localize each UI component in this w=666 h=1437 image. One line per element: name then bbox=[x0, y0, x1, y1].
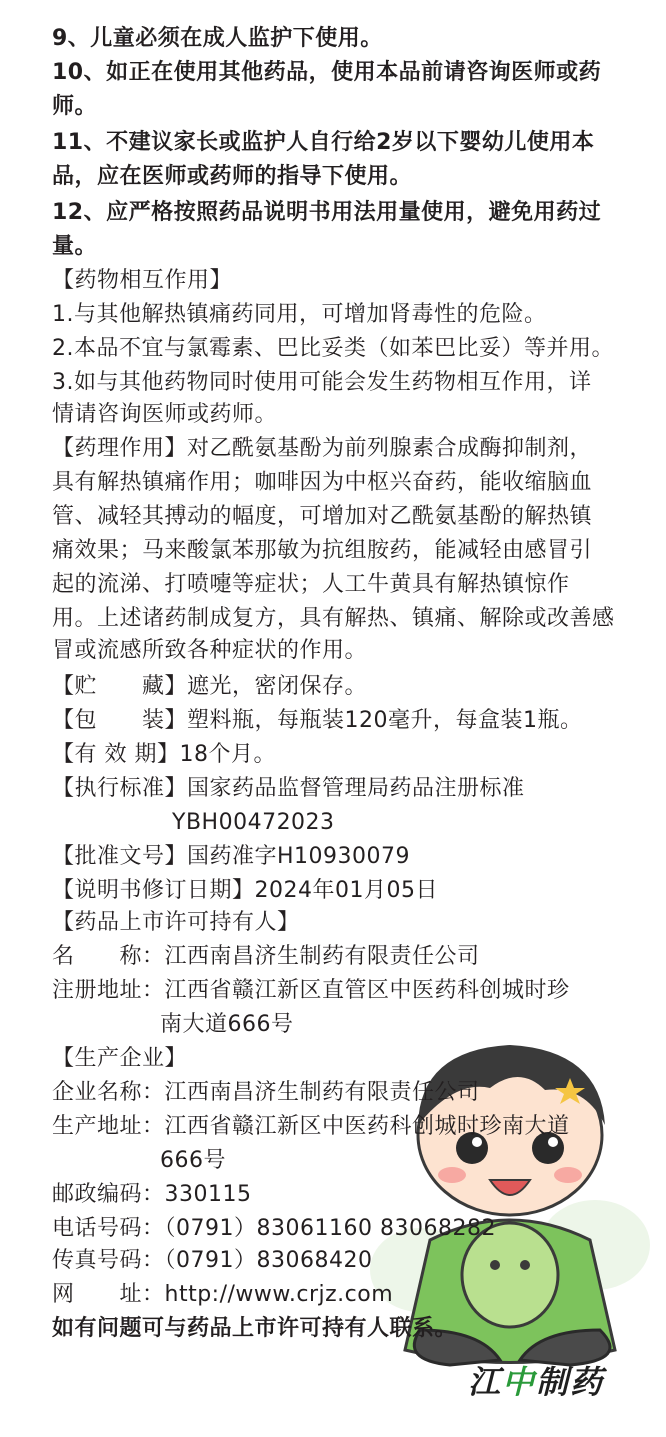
manufacturer-address-line: 生产地址：江西省赣江新区中医药科创城时珍南大道 bbox=[52, 1114, 570, 1139]
pharmacology-line-3: 管、减轻其搏动的幅度，可增加对乙酰氨基酚的解热镇 bbox=[52, 504, 593, 529]
storage-line: 【贮 藏】遮光，密闭保存。 bbox=[52, 674, 368, 699]
interaction-item-2: 2.本品不宜与氯霉素、巴比妥类（如苯巴比妥）等并用。 bbox=[52, 336, 614, 361]
brand-logo bbox=[468, 1362, 628, 1402]
revision-date-line: 【说明书修订日期】2024年01月05日 bbox=[52, 878, 438, 903]
logo-part-2: 中 bbox=[502, 1363, 537, 1401]
holder-name-line: 名 称：江西南昌济生制药有限责任公司 bbox=[52, 944, 480, 969]
postal-code-line: 邮政编码：330115 bbox=[52, 1182, 252, 1207]
holder-address-line: 注册地址：江西省赣江新区直管区中医药科创城时珍 bbox=[52, 978, 570, 1003]
phone-line: 电话号码：（0791）83061160 83068282 bbox=[52, 1216, 496, 1241]
section-heading-interactions: 【药物相互作用】 bbox=[52, 268, 233, 293]
interaction-item-3: 3.如与其他药物同时使用可能会发生药物相互作用，详 bbox=[52, 370, 592, 395]
pharmacology-line-6: 用。上述诸药制成复方，具有解热、镇痛、解除或改善感 bbox=[52, 606, 615, 631]
package-line: 【包 装】塑料瓶，每瓶装120毫升，每盒装1瓶。 bbox=[52, 708, 583, 733]
interaction-item-3-cont: 情请咨询医师或药师。 bbox=[52, 402, 278, 427]
pharmacology-line-2: 具有解热镇痛作用；咖啡因为中枢兴奋药，能收缩脑血 bbox=[52, 470, 593, 495]
warning-item-10-cont: 师。 bbox=[52, 94, 98, 119]
standard-code: YBH00472023 bbox=[172, 810, 335, 835]
fax-line: 传真号码：（0791）83068420 bbox=[52, 1248, 373, 1273]
website-line: 网 址：http://www.crjz.com bbox=[52, 1282, 394, 1307]
pharmacology-line-5: 起的流涕、打喷嚏等症状；人工牛黄具有解热镇惊作 bbox=[52, 572, 570, 597]
warning-item-12: 12、应严格按照药品说明书用法用量使用，避免用药过 bbox=[52, 200, 602, 225]
warning-item-11-cont: 品，应在医师或药师的指导下使用。 bbox=[52, 164, 413, 189]
holder-address-cont: 南大道666号 bbox=[160, 1012, 294, 1037]
pharmacology-line-7: 冒或流感所致各种症状的作用。 bbox=[52, 638, 368, 663]
warning-item-12-cont: 量。 bbox=[52, 234, 98, 259]
expiry-line: 【有 效 期】18个月。 bbox=[52, 742, 276, 767]
manufacturer-name-line: 企业名称：江西南昌济生制药有限责任公司 bbox=[52, 1080, 480, 1105]
interaction-item-1: 1.与其他解热镇痛药同用，可增加肾毒性的危险。 bbox=[52, 302, 547, 327]
section-heading-manufacturer: 【生产企业】 bbox=[52, 1046, 188, 1071]
warning-item-10: 10、如正在使用其他药品，使用本品前请咨询医师或药 bbox=[52, 60, 602, 85]
pharmacology-line-1: 【药理作用】对乙酰氨基酚为前列腺素合成酶抑制剂， bbox=[52, 436, 593, 461]
section-heading-holder: 【药品上市许可持有人】 bbox=[52, 910, 300, 935]
manufacturer-address-cont: 666号 bbox=[160, 1148, 226, 1173]
standard-line: 【执行标准】国家药品监督管理局药品注册标准 bbox=[52, 776, 525, 801]
warning-item-9: 9、儿童必须在成人监护下使用。 bbox=[52, 26, 383, 51]
logo-part-3: 制药 bbox=[536, 1363, 605, 1401]
approval-number-line: 【批准文号】国药准字H10930079 bbox=[52, 844, 411, 869]
pharmacology-line-4: 痛效果；马来酸氯苯那敏为抗组胺药，能减轻由感冒引 bbox=[52, 538, 593, 563]
logo-part-1: 江 bbox=[468, 1363, 503, 1401]
warning-item-11: 11、不建议家长或监护人自行给2岁以下婴幼儿使用本 bbox=[52, 130, 595, 155]
contact-note: 如有问题可与药品上市许可持有人联系。 bbox=[52, 1316, 458, 1341]
